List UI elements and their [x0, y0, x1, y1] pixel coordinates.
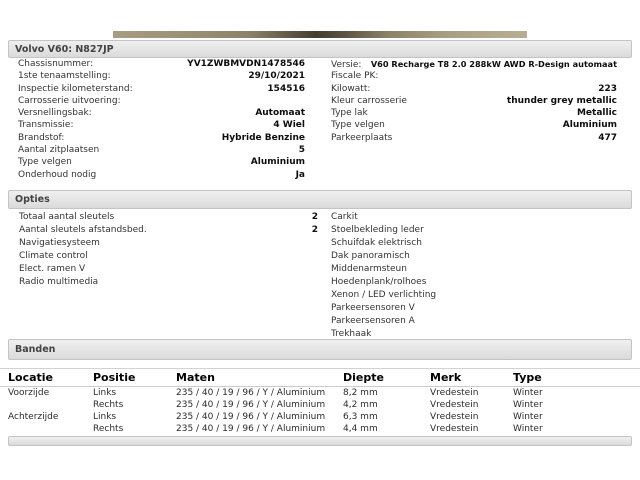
- option-row: [19, 263, 318, 276]
- cell-maten: 235 / 40 / 19 / 96 / Y / Aluminium: [176, 412, 326, 422]
- option-row: [331, 250, 617, 263]
- key-value-row: [331, 83, 617, 95]
- cell-positie: Rechts: [93, 400, 124, 410]
- option-label: Elect. ramen V: [19, 264, 86, 274]
- field-label: Brandstof:: [18, 132, 65, 143]
- option-row: [19, 224, 318, 237]
- cell-merk: Vredestein: [430, 412, 479, 422]
- option-label: Parkeersensoren V: [331, 303, 415, 313]
- field-value: Ja: [295, 169, 305, 180]
- option-row: [331, 289, 617, 302]
- column-header-type: Type: [513, 371, 542, 384]
- field-value: V60 Recharge T8 2.0 288kW AWD R-Design automaat: [370, 59, 617, 69]
- cell-type: Winter: [513, 400, 543, 410]
- cell-diepte: 6,3 mm: [343, 412, 378, 422]
- cell-maten: 235 / 40 / 19 / 96 / Y / Aluminium: [176, 388, 326, 398]
- option-label: Middenarmsteun: [331, 264, 407, 274]
- key-value-row: [18, 132, 305, 144]
- vehicle-photo-bottom-edge: [113, 31, 527, 38]
- cell-locatie: Voorzijde: [8, 388, 50, 398]
- section-header-opties: [8, 190, 632, 209]
- option-label: Schuifdak elektrisch: [331, 238, 422, 248]
- key-value-row: [331, 95, 617, 107]
- cell-merk: Vredestein: [430, 424, 479, 434]
- option-label: Hoedenplank/rolhoes: [331, 277, 427, 287]
- banden-title: Banden: [15, 344, 56, 355]
- key-value-row: [331, 132, 617, 144]
- field-label: Inspectie kilometerstand:: [18, 83, 133, 94]
- field-value: Aluminium: [250, 157, 305, 168]
- field-value: Hybride Benzine: [221, 132, 305, 143]
- field-value: YV1ZWBMVDN1478546: [187, 59, 305, 69]
- field-label: Chassisnummer:: [18, 59, 94, 69]
- tyre-table-header-row: [0, 368, 640, 387]
- field-label: Fiscale PK:: [331, 71, 379, 82]
- field-label: 1ste tenaamstelling:: [18, 71, 111, 82]
- option-label: Xenon / LED verlichting: [331, 290, 437, 300]
- cell-locatie: Achterzijde: [8, 412, 59, 422]
- field-value: Aluminium: [562, 120, 617, 131]
- option-label: Climate control: [19, 251, 88, 261]
- field-label: Parkeerplaats: [331, 132, 393, 143]
- field-label: Versie:: [331, 60, 362, 70]
- field-label: Type velgen: [331, 120, 385, 131]
- option-row: [19, 250, 318, 263]
- field-label: Kilowatt:: [331, 83, 371, 94]
- option-value: 2: [311, 212, 318, 222]
- field-value: 477: [598, 132, 617, 143]
- column-header-positie: Positie: [93, 371, 136, 384]
- key-value-row: [18, 107, 305, 119]
- tyre-table: [0, 368, 640, 435]
- section-footer-bar: [8, 436, 632, 446]
- field-label: Kleur carrosserie: [331, 95, 407, 106]
- cell-merk: Vredestein: [430, 400, 479, 410]
- key-value-row: [18, 156, 305, 168]
- cell-positie: Rechts: [93, 424, 124, 434]
- option-row: [331, 224, 617, 237]
- opties-title: Opties: [15, 194, 50, 205]
- field-value: Metallic: [576, 108, 617, 119]
- option-row: [331, 211, 617, 224]
- option-label: Stoelbekleding leder: [331, 225, 424, 235]
- option-row: [331, 276, 617, 289]
- key-value-row: [331, 58, 617, 70]
- field-value: 5: [298, 145, 305, 156]
- key-value-row: [18, 119, 305, 131]
- cell-merk: Vredestein: [430, 388, 479, 398]
- field-label: Versnellingsbak:: [18, 108, 92, 119]
- key-value-row: [18, 95, 305, 107]
- cell-diepte: 4,2 mm: [343, 400, 378, 410]
- option-row: [19, 211, 318, 224]
- option-row: [331, 263, 617, 276]
- section-header-banden: [8, 339, 632, 360]
- field-label: Type lak: [331, 108, 368, 119]
- field-value: thunder grey metallic: [506, 95, 617, 106]
- column-header-diepte: Diepte: [343, 371, 384, 384]
- column-header-merk: Merk: [430, 371, 462, 384]
- cell-diepte: 4,4 mm: [343, 424, 378, 434]
- key-value-row: [18, 144, 305, 156]
- cell-maten: 235 / 40 / 19 / 96 / Y / Aluminium: [176, 400, 326, 410]
- option-label: Parkeersensoren A: [331, 316, 415, 326]
- field-label: Transmissie:: [18, 120, 74, 131]
- cell-positie: Links: [93, 388, 117, 398]
- vehicle-title: Volvo V60: N827JP: [15, 43, 114, 55]
- cell-type: Winter: [513, 412, 543, 422]
- field-value: 154516: [267, 83, 305, 94]
- field-label: Onderhoud nodig: [18, 169, 97, 180]
- option-label: Aantal sleutels afstandsbed.: [19, 225, 147, 235]
- field-value: 223: [598, 83, 617, 94]
- column-header-maten: Maten: [176, 371, 215, 384]
- field-value: 4 Wiel: [273, 120, 305, 131]
- key-value-row: [331, 70, 617, 82]
- vehicle-info-left-column: [18, 58, 305, 181]
- key-value-row: [18, 58, 305, 70]
- field-value: Automaat: [255, 108, 305, 119]
- key-value-row: [18, 70, 305, 82]
- table-row: [0, 387, 640, 399]
- vehicle-info-right-column: [331, 58, 617, 144]
- key-value-row: [18, 169, 305, 181]
- cell-maten: 235 / 40 / 19 / 96 / Y / Aluminium: [176, 424, 326, 434]
- option-row: [331, 315, 617, 328]
- key-value-row: [331, 107, 617, 119]
- section-header-vehicle: [8, 40, 632, 58]
- key-value-row: [18, 83, 305, 95]
- option-label: Totaal aantal sleutels: [19, 212, 115, 222]
- field-label: Carrosserie uitvoering:: [18, 95, 121, 106]
- option-row: [19, 276, 318, 289]
- option-row: [19, 237, 318, 250]
- opties-left-column: [19, 211, 318, 289]
- table-row: [0, 411, 640, 423]
- cell-type: Winter: [513, 388, 543, 398]
- field-label: Type velgen: [18, 157, 72, 168]
- option-label: Radio multimedia: [19, 277, 99, 287]
- cell-diepte: 8,2 mm: [343, 388, 378, 398]
- option-row: [331, 237, 617, 250]
- option-label: Trekhaak: [331, 329, 372, 339]
- option-row: [331, 302, 617, 315]
- cell-positie: Links: [93, 412, 117, 422]
- option-label: Dak panoramisch: [331, 251, 410, 261]
- key-value-row: [331, 119, 617, 131]
- option-label: Navigatiesysteem: [19, 238, 100, 248]
- field-value: 29/10/2021: [248, 71, 305, 82]
- opties-right-column: [331, 211, 617, 341]
- column-header-locatie: Locatie: [8, 371, 53, 384]
- option-label: Carkit: [331, 212, 358, 222]
- cell-type: Winter: [513, 424, 543, 434]
- table-row: [0, 399, 640, 411]
- field-label: Aantal zitplaatsen: [18, 145, 100, 156]
- table-row: [0, 423, 640, 435]
- option-value: 2: [311, 225, 318, 235]
